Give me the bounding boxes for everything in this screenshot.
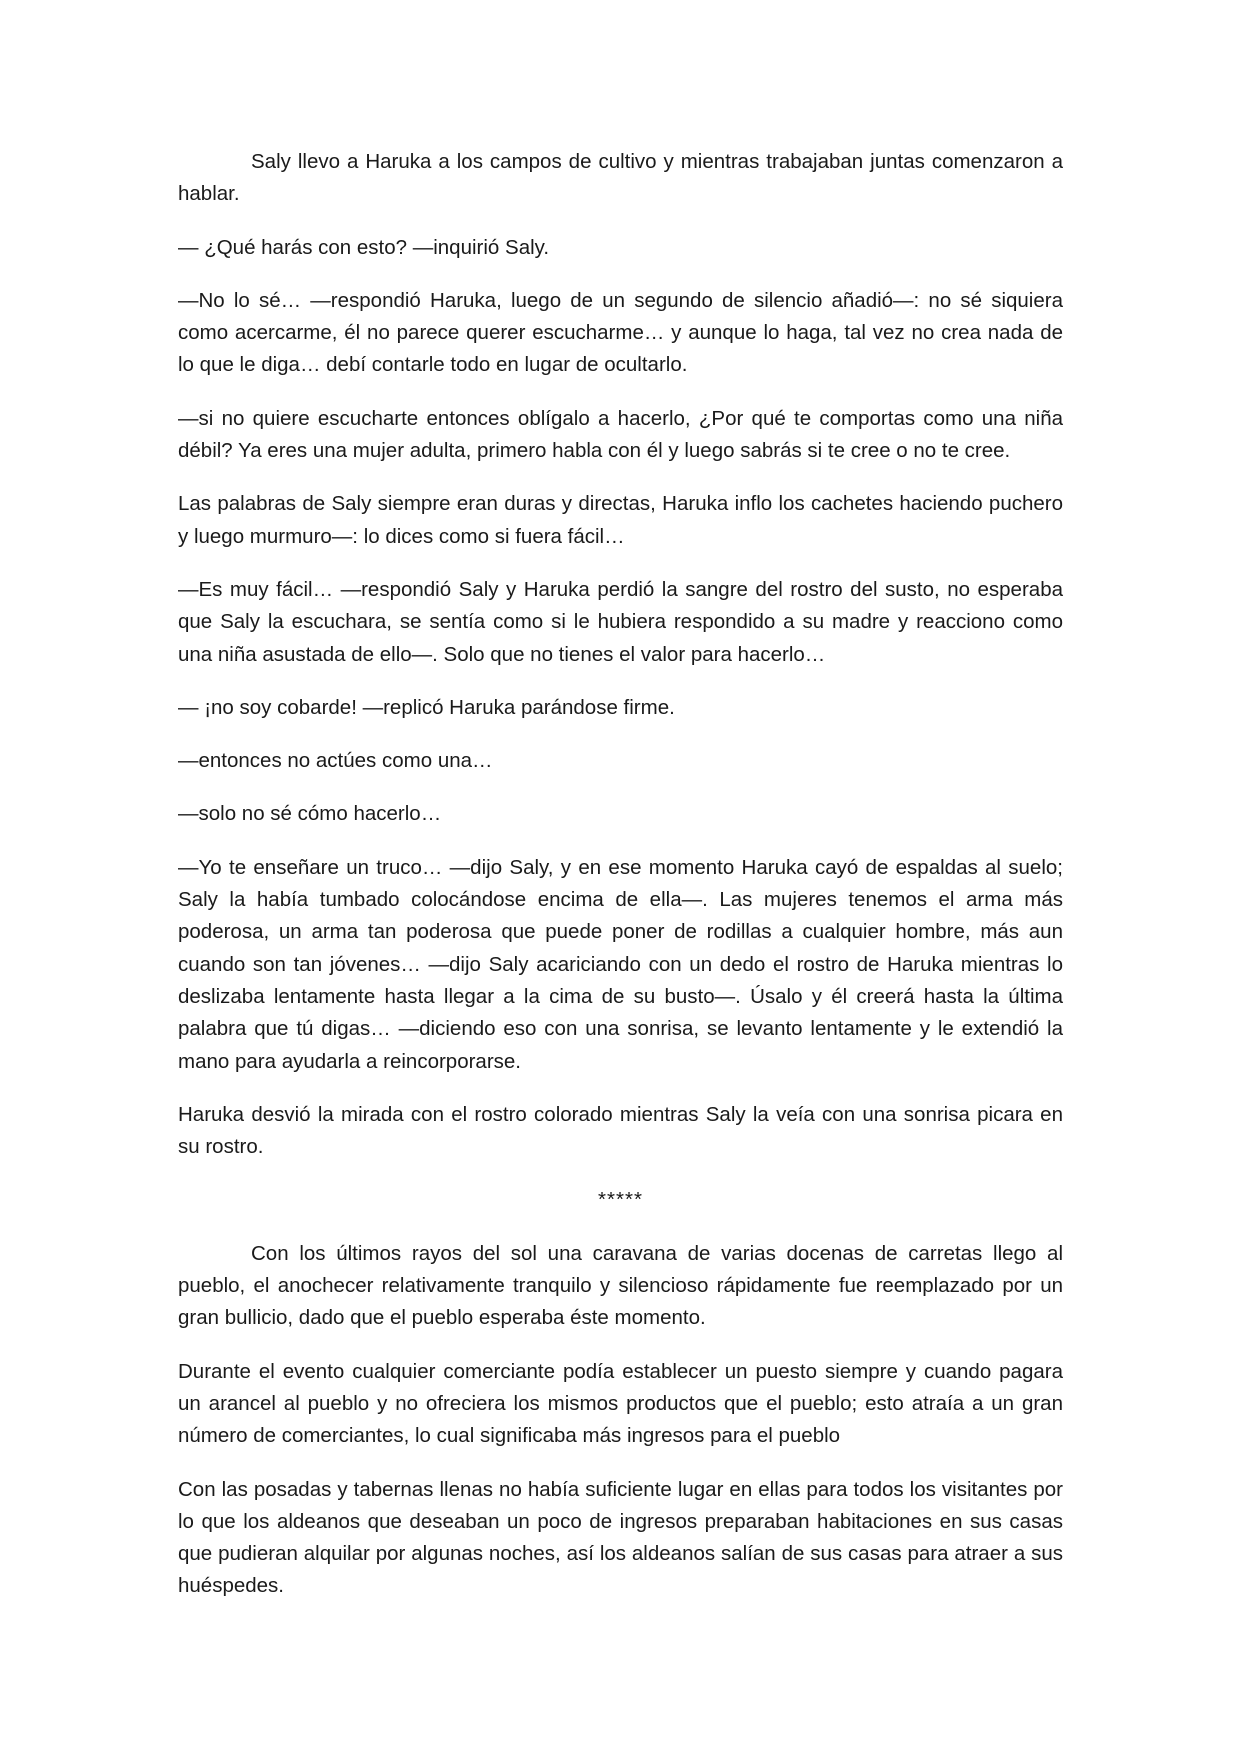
paragraph: —solo no sé cómo hacerlo… — [178, 802, 442, 826]
paragraph: Con los últimos rayos del sol una caravana de varias docenas de carretas llego al pueblo, el anochecer relativamente tranquilo y silencioso rápidamente fue reemplazado por un gran bullicio, dado que el pueblo esperaba éste momento. — [178, 1241, 1063, 1330]
paragraph: Con las posadas y tabernas llenas no había suficiente lugar en ellas para todos los visitantes por lo que los aldeanos que deseaban un poco de ingresos preparaban habitaciones en sus casas que pudieran alquilar por algunas noches, así los aldeanos salían de sus casas para atraer a sus huéspedes. — [178, 1477, 1063, 1598]
paragraph: Durante el evento cualquier comerciante podía establecer un puesto siempre y cuando pagara un arancel al pueblo y no ofreciera los mismos productos que el pueblo; esto atraía a un gran número de comerciantes, lo cual significaba más ingresos para el pueblo — [178, 1359, 1063, 1448]
paragraph: —Es muy fácil… —respondió Saly y Haruka perdió la sangre del rostro del susto, no esperaba que Saly la escuchara, se sentía como si le hubiera respondido a su madre y reacciono como una niña asustada de ello—. Solo que no tienes el valor para hacerlo… — [178, 577, 1063, 666]
scene-separator: ***** — [598, 1188, 643, 1212]
body-text — [178, 146, 1063, 1624]
paragraph: —entonces no actúes como una… — [178, 749, 493, 773]
paragraph: —No lo sé… —respondió Haruka, luego de un segundo de silencio añadió—: no sé siquiera como acercarme, él no parece querer escucharme… y aunque lo haga, tal vez no crea nada de lo que le diga… debí contarle todo en lugar de ocultarlo. — [178, 288, 1063, 377]
paragraph: Las palabras de Saly siempre eran duras y directas, Haruka inflo los cachetes haciendo puchero y luego murmuro—: lo dices como si fuera fácil… — [178, 492, 1063, 548]
paragraph: —si no quiere escucharte entonces oblígalo a hacerlo, ¿Por qué te comportas como una niña débil? Ya eres una mujer adulta, primero habla con él y luego sabrás si te cree o no te cree. — [178, 406, 1063, 463]
paragraph: — ¿Qué harás con esto? —inquirió Saly. — [178, 235, 550, 259]
paragraph: Haruka desvió la mirada con el rostro colorado mientras Saly la veía con una sonrisa picara en su rostro. — [178, 1102, 1063, 1159]
paragraph: Saly llevo a Haruka a los campos de cultivo y mientras trabajaban juntas comenzaron a hablar. — [178, 150, 1063, 206]
paragraph: — ¡no soy cobarde! —replicó Haruka parándose firme. — [178, 695, 675, 719]
paragraph: —Yo te enseñare un truco… —dijo Saly, y en ese momento Haruka cayó de espaldas al suelo; Saly la había tumbado colocándose encima de ella—. Las mujeres tenemos el arma más poderosa, un arma tan poderosa que puede poner de rodillas a cualquier hombre, más aun cuando son tan jóvenes… —dijo Saly acariciando con un dedo el rostro de Haruka mientras lo deslizaba lentamente hasta llegar a la cima de su busto—. Úsalo y él creerá hasta la última palabra que tú digas… —diciendo eso con una sonrisa, se levanto lentamente y le extendió la mano para ayudarla a reincorporarse. — [178, 855, 1063, 1073]
